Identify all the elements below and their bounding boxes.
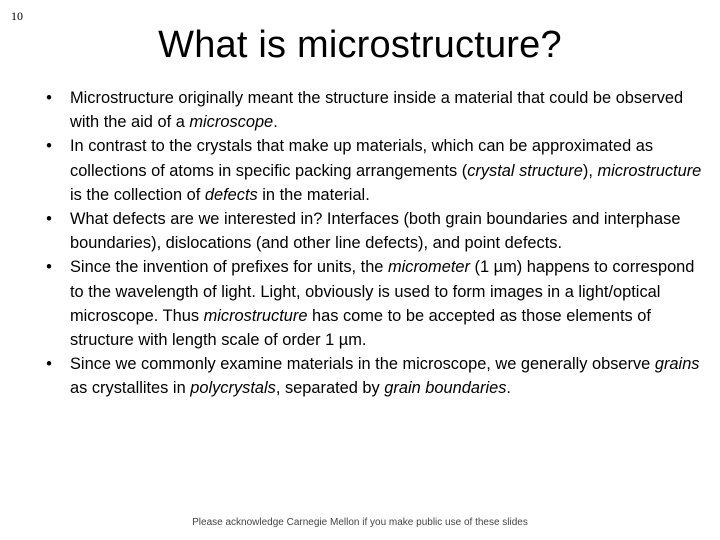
slide-title: What is microstructure?: [158, 24, 562, 66]
slide-number: 10: [11, 9, 23, 23]
bullet-text: .: [273, 113, 278, 132]
bullet-text: has come to be accepted as those elements of structure with length scale of order 1 µm.: [70, 306, 651, 350]
bullet-text: (1 µm) happens to correspond to the wavelength of light. Light, obviously is used to form images in a light/optical microscope. Thus: [70, 258, 695, 325]
footer-note: Please acknowledge Carnegie Mellon if you make public use of these slides: [192, 517, 528, 528]
bullet-dot-icon: •: [46, 210, 52, 229]
bullet-item: [42, 134, 702, 207]
bullet-text-italic: micrometer: [387, 258, 470, 277]
bullet-text: Since the invention of prefixes for units, the: [70, 258, 388, 277]
bullet-text-italic: microscope: [189, 113, 274, 132]
bullet-item: [42, 352, 702, 400]
bullet-dot-icon: •: [46, 258, 52, 277]
bullet-text: ),: [582, 161, 598, 180]
bullet-text: in the material.: [257, 185, 370, 204]
bullet-dot-icon: •: [46, 89, 52, 107]
bullet-text: What defects are we interested in? Interfaces (both grain boundaries and interphase boundaries), dislocations (and other line defects), and point defects.: [70, 210, 681, 253]
bullet-text: .: [506, 379, 511, 398]
bullet-text: , separated by: [275, 379, 385, 398]
bullet-text-italic: defects: [204, 185, 258, 204]
bullet-text: is the collection of: [70, 185, 205, 204]
bullet-list: [42, 86, 702, 401]
bullet-text-italic: microstructure: [203, 306, 308, 325]
bullet-text: Since we commonly examine materials in the microscope, we generally observe: [70, 355, 655, 374]
bullet-item: [42, 86, 702, 134]
bullet-dot-icon: •: [46, 137, 52, 156]
bullet-text-italic: crystal structure: [467, 161, 583, 180]
bullet-text: In contrast to the crystals that make up materials, which can be approximated as collections of atoms in specific packing arrangements (: [70, 137, 654, 180]
bullet-item: [42, 207, 702, 255]
bullet-text: Microstructure originally meant the structure inside a material that could be observed with the aid of a: [70, 89, 684, 132]
bullet-item: [42, 255, 702, 352]
bullet-text-italic: microstructure: [597, 161, 702, 180]
bullet-text: as crystallites in: [70, 379, 191, 398]
bullet-text-italic: polycrystals: [190, 379, 276, 398]
bullet-text-italic: grain boundaries: [384, 379, 507, 398]
bullet-text-italic: grains: [654, 355, 700, 374]
bullet-dot-icon: •: [46, 355, 52, 374]
